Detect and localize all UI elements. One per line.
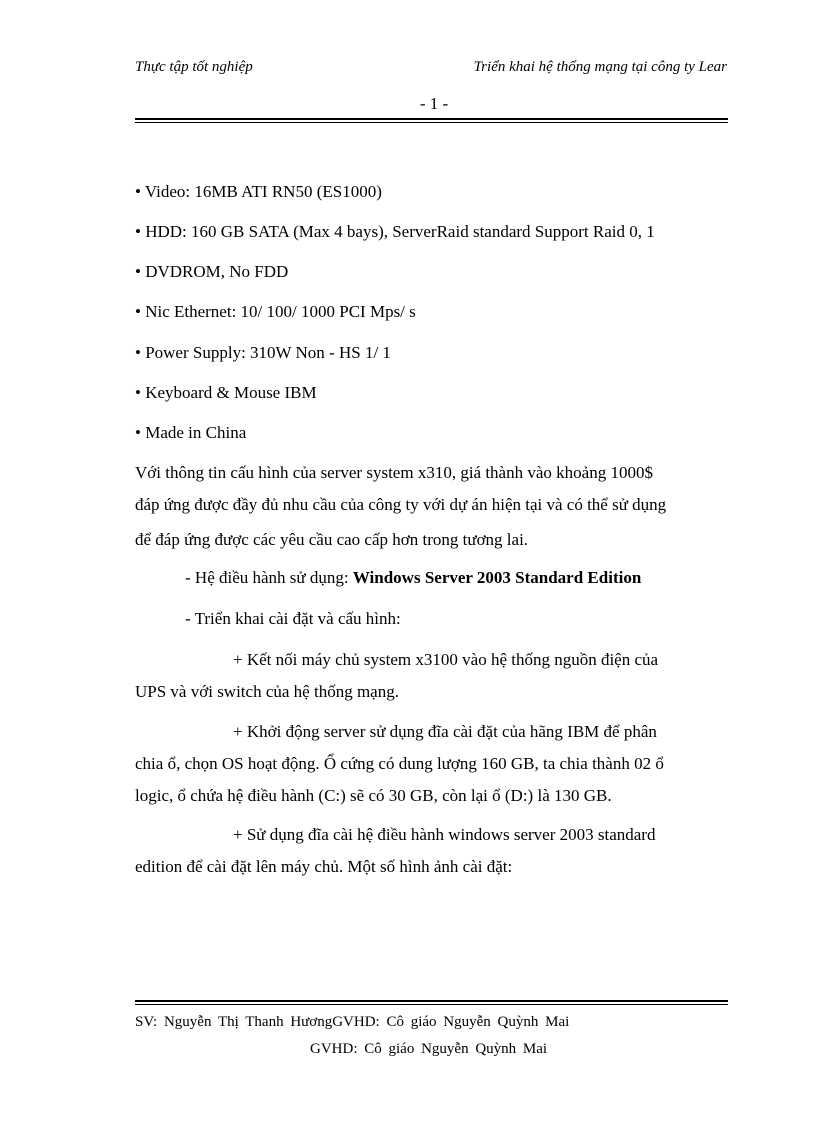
step2-line: logic, ổ chứa hệ điều hành (C:) sẽ có 30 GB, còn lại ổ (D:) là 130 GB.: [135, 786, 612, 805]
step2-line: chia ổ, chọn OS hoạt động. Ổ cứng có dung lượng 160 GB, ta chia thành 02 ổ: [135, 754, 664, 773]
bullet-video: • Video: 16MB ATI RN50 (ES1000): [135, 182, 382, 201]
step3-line: edition để cài đặt lên máy chủ. Một số hình ảnh cài đặt:: [135, 857, 513, 876]
bullet-power-supply: • Power Supply: 310W Non - HS 1/ 1: [135, 343, 391, 362]
os-line: [185, 568, 641, 588]
step2-line: + Khởi động server sử dụng đĩa cài đặt của hãng IBM để phân: [233, 722, 657, 741]
header-right-title: Triển khai hệ thống mạng tại công ty Lear: [473, 59, 727, 75]
step1-line: + Kết nối máy chủ system x3100 vào hệ thống nguồn điện của: [233, 650, 659, 669]
step1-line: UPS và với switch của hệ thống mạng.: [135, 682, 399, 701]
footer-divider: [135, 1000, 728, 1005]
paragraph-line: để đáp ứng được các yêu cầu cao cấp hơn trong tương lai.: [135, 530, 529, 549]
bullet-keyboard-mouse: • Keyboard & Mouse IBM: [135, 383, 317, 402]
page-number: - 1 -: [419, 94, 449, 113]
header-divider: [135, 118, 728, 123]
os-line-prefix: - Hệ điều hành sử dụng:: [185, 568, 353, 587]
footer-student-line: SV: Nguyễn Thị Thanh HươngGVHD: Cô giáo Nguyễn Quỳnh Mai: [135, 1014, 570, 1030]
paragraph-line: Với thông tin cấu hình của server system x310, giá thành vào khoảng 1000$: [135, 463, 653, 482]
footer-advisor-line: GVHD: Cô giáo Nguyễn Quỳnh Mai: [310, 1041, 548, 1057]
step3-line: + Sử dụng đĩa cài hệ điều hành windows server 2003 standard: [233, 825, 656, 844]
os-line-value: Windows Server 2003 Standard Edition: [352, 568, 642, 587]
bullet-nic: • Nic Ethernet: 10/ 100/ 1000 PCI Mps/ s: [135, 302, 416, 321]
bullet-made-in: • Made in China: [135, 423, 247, 442]
deploy-line: - Triển khai cài đặt và cấu hình:: [185, 609, 401, 628]
header-left-title: Thực tập tốt nghiệp: [135, 59, 253, 75]
bullet-hdd: • HDD: 160 GB SATA (Max 4 bays), ServerRaid standard Support Raid 0, 1: [135, 222, 655, 241]
bullet-dvdrom: • DVDROM, No FDD: [135, 262, 289, 281]
paragraph-line: đáp ứng được đầy đủ nhu cầu của công ty với dự án hiện tại và có thể sử dụng: [135, 495, 667, 514]
